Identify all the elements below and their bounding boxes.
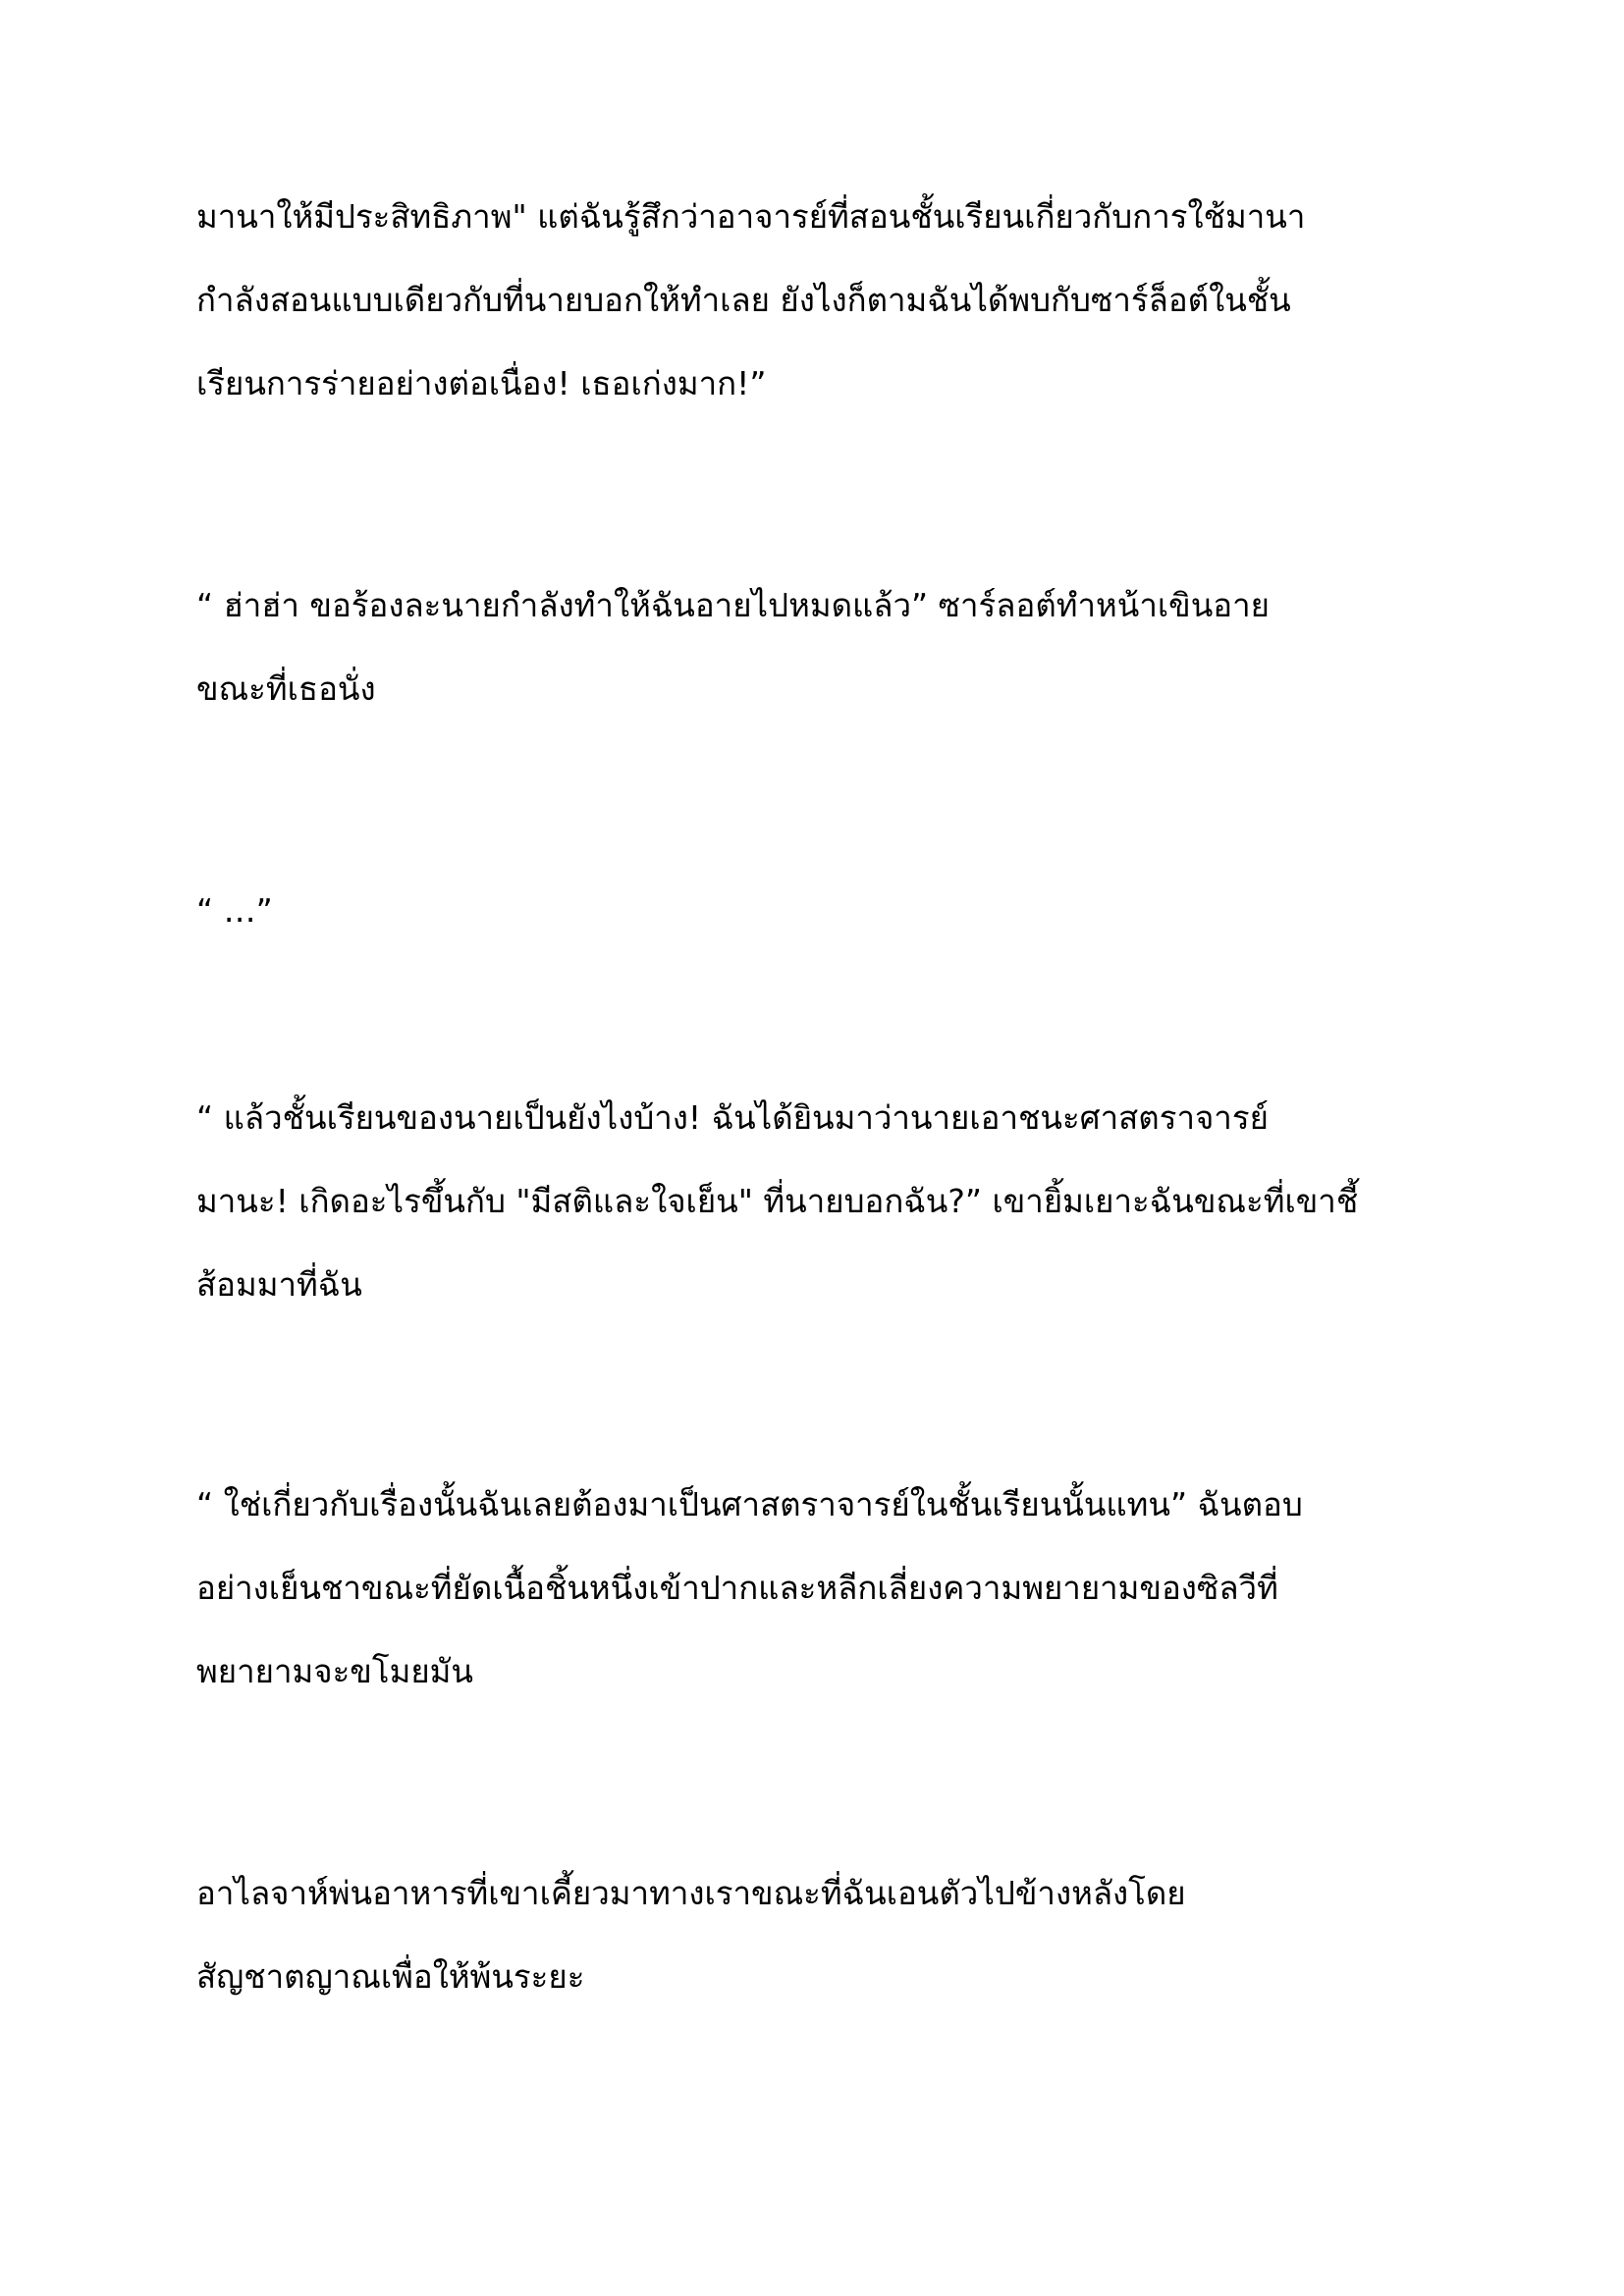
paragraph-line: สัญชาตญาณเพื่อให้พ้นระยะ <box>196 1957 585 1996</box>
paragraph-4 <box>196 1076 1473 1326</box>
paragraph-line: “ …” <box>196 891 273 930</box>
paragraph-line: เรียนการร่ายอย่างต่อเนื่อง! เธอเก่งมาก!” <box>196 364 767 402</box>
paragraph-line: “ ใช่เกี่ยวกับเรื่องนั้นฉันเลยต้องมาเป็นศาสตราจารย์ในชั้นเรียนนั้นแทน” ฉันตอบ <box>196 1485 1303 1523</box>
paragraph-line: มานาให้มีประสิทธิภาพ" แต่ฉันรู้สึกว่าอาจารย์ที่สอนชั้นเรียนเกี่ยวกับการใช้มานา <box>196 197 1306 236</box>
paragraph-line: “ แล้วชั้นเรียนของนายเป็นยังไงบ้าง! ฉันได้ยินมาว่านายเอาชนะศาสตราจารย์ <box>196 1098 1269 1137</box>
paragraph-line: ขณะที่เธอนั่ง <box>196 669 376 708</box>
paragraph-3 <box>196 869 1473 952</box>
paragraph-line: มานะ! เกิดอะไรขึ้นกับ "มีสติและใจเย็น" ที่นายบอกฉัน?” เขายิ้มเยาะฉันขณะที่เขาชี้ <box>196 1182 1359 1220</box>
paragraph-1 <box>196 175 1473 425</box>
paragraph-6 <box>196 1851 1473 2018</box>
paragraph-line: “ ฮ่าฮ่า ขอร้องละนายกำลังทำให้ฉันอายไปหมดแล้ว” ซาร์ลอต์ทำหน้าเขินอาย <box>196 586 1270 624</box>
paragraph-line: กำลังสอนแบบเดียวกับที่นายบอกให้ทำเลย ยังไงก็ตามฉันได้พบกับซาร์ล็อต์ในชั้น <box>196 281 1291 319</box>
paragraph-line: อย่างเย็นชาขณะที่ยัดเนื้อชิ้นหนึ่งเข้าปากและหลีกเลี่ยงความพยายามของซิลวีที่ <box>196 1569 1278 1607</box>
paragraph-5 <box>196 1463 1473 1713</box>
paragraph-line: อาไลจาห์พ่นอาหารที่เขาเคี้ยวมาทางเราขณะที่ฉันเอนตัวไปข้างหลังโดย <box>196 1874 1186 1912</box>
paragraph-line: พยายามจะขโมยมัน <box>196 1652 473 1690</box>
paragraph-line: ส้อมมาที่ฉัน <box>196 1265 362 1304</box>
paragraph-2 <box>196 563 1473 730</box>
